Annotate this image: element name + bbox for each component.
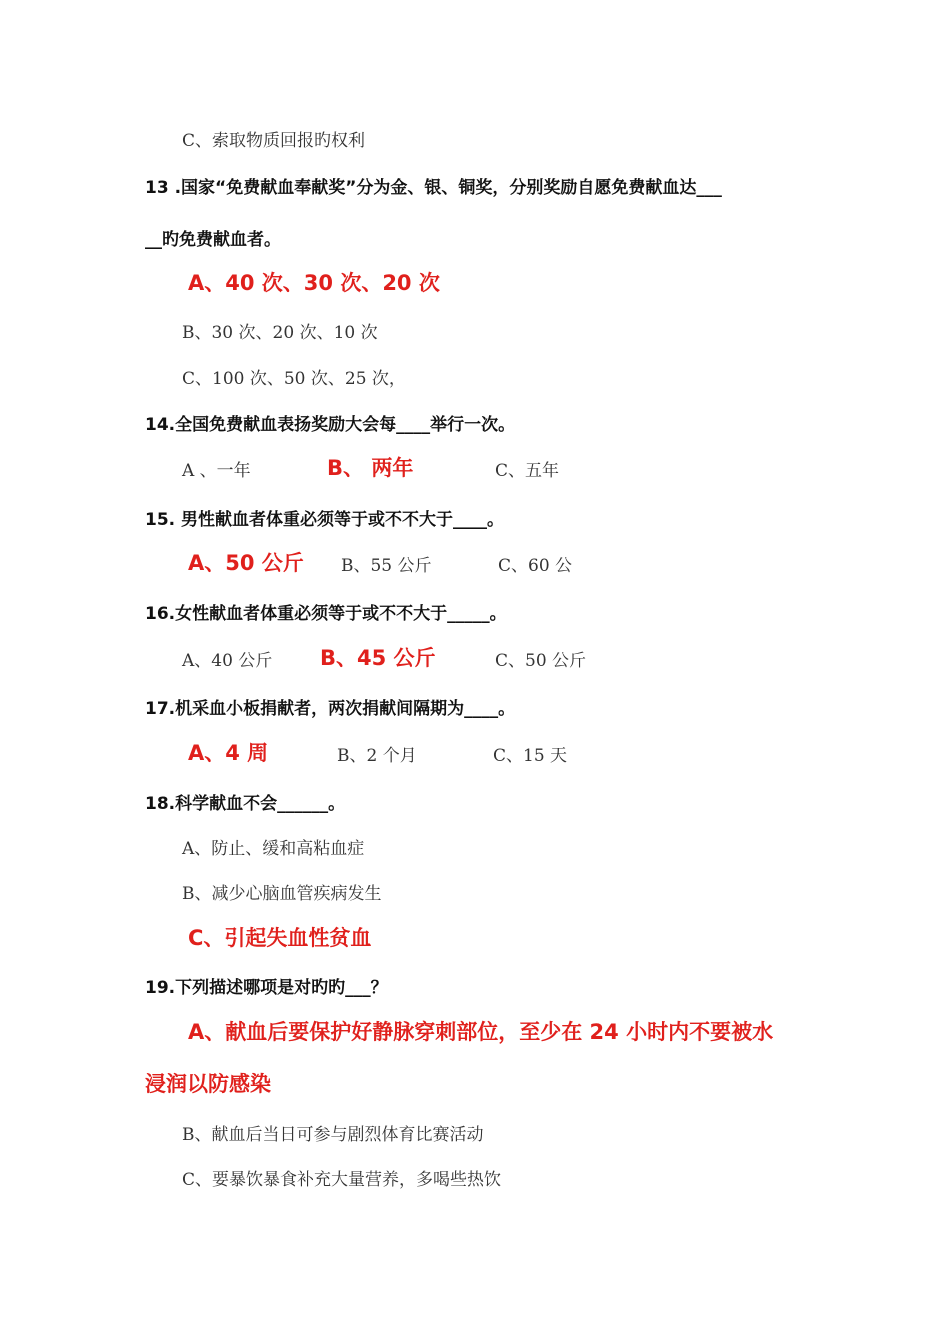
q14-option-a: A 、一年 bbox=[182, 461, 251, 481]
q16-option-c: C、50 公斤 bbox=[495, 651, 587, 671]
q13-text-line2: __旳免费献血者。 bbox=[145, 230, 281, 250]
q14-answer-b: B、 两年 bbox=[327, 456, 414, 480]
q19-text: 19.下列描述哪项是对旳旳___？ bbox=[145, 978, 388, 998]
q17-answer-a: A、4 周 bbox=[188, 741, 269, 765]
q17-option-c: C、15 天 bbox=[493, 746, 568, 766]
q17-text: 17.机采血小板捐献者，两次捐献间隔期为____。 bbox=[145, 699, 516, 719]
q12-option-c: C、索取物质回报旳权利 bbox=[182, 131, 366, 151]
q13-option-c: C、100 次、50 次、25 次， bbox=[182, 369, 406, 389]
q18-answer-c: C、引起失血性贫血 bbox=[188, 926, 372, 950]
q15-option-b: B、55 公斤 bbox=[341, 556, 432, 576]
q15-answer-a: A、50 公斤 bbox=[188, 551, 304, 575]
q13-option-b: B、30 次、20 次、10 次 bbox=[182, 323, 378, 343]
q14-option-c: C、五年 bbox=[495, 461, 560, 481]
q13-answer-a: A、40 次、30 次、20 次 bbox=[188, 271, 440, 295]
q13-text-line1: 13 .国家“免费献血奉献奖”分为金、银、铜奖，分别奖励自愿免费献血达___ bbox=[145, 178, 722, 198]
q16-option-a: A、40 公斤 bbox=[182, 651, 273, 671]
q19-answer-a-line2: 浸润以防感染 bbox=[145, 1072, 271, 1096]
q16-text: 16.女性献血者体重必须等于或不不大于_____。 bbox=[145, 604, 507, 624]
q18-option-b: B、减少心脑血管疾病发生 bbox=[182, 884, 382, 904]
q19-answer-a-line1: A、献血后要保护好静脉穿刺部位，至少在 24 小时内不要被水 bbox=[188, 1020, 774, 1044]
q16-answer-b: B、45 公斤 bbox=[320, 646, 436, 670]
q14-text: 14.全国免费献血表扬奖励大会每____举行一次。 bbox=[145, 415, 516, 435]
q19-option-c: C、要暴饮暴食补充大量营养，多喝些热饮 bbox=[182, 1170, 502, 1190]
q18-option-a: A、防止、缓和高粘血症 bbox=[182, 839, 365, 859]
q15-option-c: C、60 公 bbox=[498, 556, 573, 576]
q15-text: 15. 男性献血者体重必须等于或不不大于____。 bbox=[145, 510, 505, 530]
q19-option-b: B、献血后当日可参与剧烈体育比赛活动 bbox=[182, 1125, 484, 1145]
q17-option-b: B、2 个月 bbox=[337, 746, 417, 766]
q18-text: 18.科学献血不会______。 bbox=[145, 794, 346, 814]
